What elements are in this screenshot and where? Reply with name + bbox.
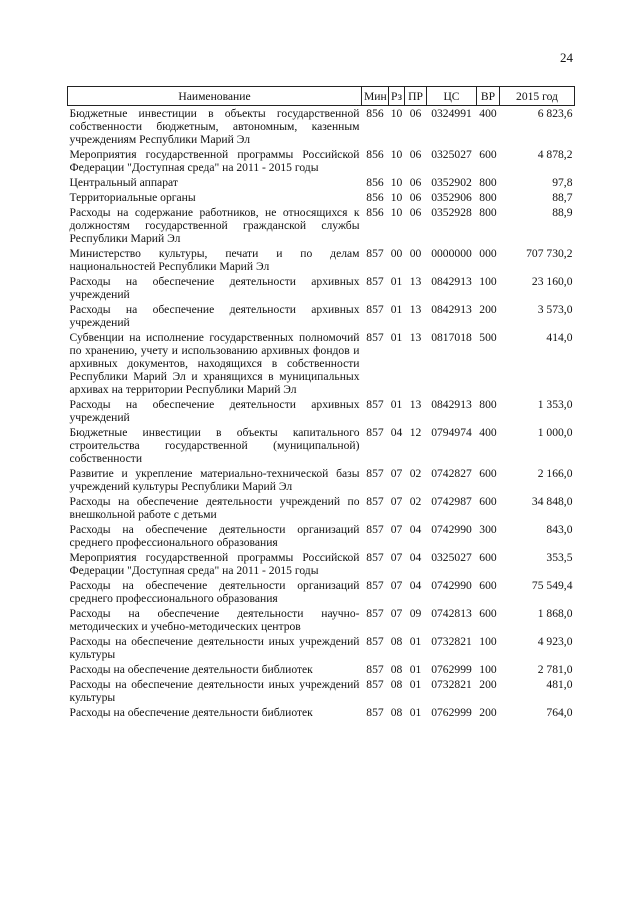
row-vr: 000	[479, 247, 497, 260]
row-vr: 100	[479, 635, 497, 648]
row-rz: 01	[390, 331, 403, 344]
row-min: 857	[366, 706, 384, 719]
row-name: Центральный аппарат	[69, 176, 178, 189]
row-name: Расходы на обеспечение деятельности библиотек	[69, 663, 313, 676]
row-cs: 0742990	[431, 523, 472, 536]
row-amount: 1 000,0	[537, 426, 573, 439]
row-min: 857	[366, 678, 384, 691]
row-pr: 06	[409, 176, 422, 189]
row-name: Расходы на обеспечение деятельности архивных учреждений	[69, 275, 360, 301]
row-rz: 10	[390, 176, 403, 189]
row-cs: 0000000	[431, 247, 472, 260]
row-pr: 01	[409, 663, 422, 676]
row-min: 857	[366, 579, 384, 592]
row-name: Министерство культуры, печати и по делам национальностей Республики Марий Эл	[69, 247, 360, 273]
row-name: Расходы на обеспечение деятельности библиотек	[69, 706, 313, 719]
table-row	[68, 494, 575, 522]
row-min: 857	[366, 331, 384, 344]
row-pr: 00	[409, 247, 422, 260]
row-cs: 0732821	[431, 678, 472, 691]
row-rz: 10	[390, 191, 403, 204]
row-min: 857	[366, 303, 384, 316]
row-name: Расходы на обеспечение деятельности архивных учреждений	[69, 303, 360, 329]
row-rz: 08	[390, 635, 403, 648]
row-name: Бюджетные инвестиции в объекты государственной собственности бюджетным, автономным, казенным учреждениям Республики Марий Эл	[69, 107, 360, 146]
row-rz: 01	[390, 398, 403, 411]
row-cs: 0742987	[431, 495, 472, 508]
table-row	[68, 246, 575, 274]
row-name: Расходы на обеспечение деятельности организаций среднего профессионального образования	[69, 523, 360, 549]
row-vr: 800	[479, 206, 497, 219]
row-min: 857	[366, 607, 384, 620]
row-name: Расходы на обеспечение деятельности иных учреждений культуры	[69, 678, 360, 704]
row-amount: 3 573,0	[537, 303, 573, 316]
row-amount: 88,7	[552, 191, 573, 204]
row-amount: 97,8	[552, 176, 573, 189]
row-vr: 100	[479, 275, 497, 288]
row-amount: 707 730,2	[526, 247, 573, 260]
row-pr: 13	[409, 275, 422, 288]
row-vr: 500	[479, 331, 497, 344]
row-amount: 1 353,0	[537, 398, 573, 411]
row-vr: 600	[479, 148, 497, 161]
row-min: 856	[366, 107, 384, 120]
table-row	[68, 425, 575, 466]
row-pr: 02	[409, 495, 422, 508]
row-vr: 200	[479, 678, 497, 691]
table-row	[68, 397, 575, 425]
row-vr: 600	[479, 467, 497, 480]
row-rz: 08	[390, 678, 403, 691]
row-pr: 01	[409, 635, 422, 648]
row-min: 857	[366, 635, 384, 648]
table-row	[68, 634, 575, 662]
row-vr: 600	[479, 551, 497, 564]
header-cs: ЦС	[427, 87, 477, 106]
row-pr: 04	[409, 579, 422, 592]
row-cs: 0842913	[431, 398, 472, 411]
row-vr: 100	[479, 663, 497, 676]
row-pr: 06	[409, 148, 422, 161]
row-rz: 08	[390, 663, 403, 676]
row-name: Расходы на обеспечение деятельности организаций среднего профессионального образования	[69, 579, 360, 605]
row-cs: 0325027	[431, 551, 472, 564]
row-cs: 0742827	[431, 467, 472, 480]
row-cs: 0762999	[431, 706, 472, 719]
row-min: 856	[366, 148, 384, 161]
table-row	[68, 522, 575, 550]
row-vr: 800	[479, 191, 497, 204]
table-row	[68, 662, 575, 677]
row-vr: 800	[479, 176, 497, 189]
table-body	[68, 106, 575, 721]
row-name: Расходы на содержание работников, не относящихся к должностям государственной гражданской службы Республики Марий Эл	[69, 206, 360, 245]
row-cs: 0794974	[431, 426, 472, 439]
row-amount: 4 878,2	[537, 148, 573, 161]
row-rz: 07	[390, 579, 403, 592]
header-year: 2015 год	[500, 87, 575, 106]
row-amount: 88,9	[552, 206, 573, 219]
row-cs: 0352906	[431, 191, 472, 204]
row-cs: 0817018	[431, 331, 472, 344]
row-cs: 0352902	[431, 176, 472, 189]
row-rz: 07	[390, 551, 403, 564]
row-vr: 200	[479, 303, 497, 316]
row-cs: 0742813	[431, 607, 472, 620]
row-rz: 00	[390, 247, 403, 260]
row-name: Расходы на обеспечение деятельности архивных учреждений	[69, 398, 360, 424]
row-vr: 600	[479, 495, 497, 508]
table-row	[68, 606, 575, 634]
row-name: Мероприятия государственной программы Российской Федерации "Доступная среда" на 2011 - 2015 годы	[69, 148, 360, 174]
row-rz: 01	[390, 275, 403, 288]
table-row	[68, 205, 575, 246]
row-amount: 2 781,0	[537, 663, 573, 676]
row-pr: 01	[409, 706, 422, 719]
row-rz: 07	[390, 607, 403, 620]
row-pr: 13	[409, 303, 422, 316]
row-pr: 09	[409, 607, 422, 620]
row-cs: 0842913	[431, 275, 472, 288]
row-min: 857	[366, 467, 384, 480]
table-row	[68, 466, 575, 494]
table-row	[68, 550, 575, 578]
row-rz: 10	[390, 107, 403, 120]
table-row	[68, 302, 575, 330]
row-cs: 0732821	[431, 635, 472, 648]
row-rz: 07	[390, 523, 403, 536]
table-row	[68, 190, 575, 205]
row-amount: 414,0	[546, 331, 573, 344]
row-amount: 764,0	[546, 706, 573, 719]
row-rz: 08	[390, 706, 403, 719]
row-name: Территориальные органы	[69, 191, 196, 204]
row-vr: 600	[479, 579, 497, 592]
row-pr: 13	[409, 331, 422, 344]
row-rz: 10	[390, 148, 403, 161]
row-rz: 01	[390, 303, 403, 316]
row-pr: 12	[409, 426, 422, 439]
table-row	[68, 175, 575, 190]
row-rz: 07	[390, 495, 403, 508]
row-min: 857	[366, 523, 384, 536]
row-amount: 2 166,0	[537, 467, 573, 480]
row-min: 856	[366, 191, 384, 204]
row-cs: 0842913	[431, 303, 472, 316]
row-pr: 06	[409, 107, 422, 120]
row-amount: 75 549,4	[531, 579, 573, 592]
row-rz: 07	[390, 467, 403, 480]
row-rz: 04	[390, 426, 403, 439]
row-name: Субвенции на исполнение государственных полномочий по хранению, учету и использованию архивных фондов и архивных документов, находящихся в собственности Республики Марий Эл и хранящихся в муниципальных архивах на территории Республики Марий Эл	[69, 331, 360, 396]
row-vr: 300	[479, 523, 497, 536]
row-min: 857	[366, 663, 384, 676]
row-cs: 0742990	[431, 579, 472, 592]
row-amount: 1 868,0	[537, 607, 573, 620]
row-vr: 400	[479, 107, 497, 120]
table-row	[68, 705, 575, 720]
table-row	[68, 330, 575, 397]
row-pr: 02	[409, 467, 422, 480]
header-name: Наименование	[68, 87, 362, 106]
row-amount: 481,0	[546, 678, 573, 691]
budget-table	[67, 86, 575, 720]
row-name: Мероприятия государственной программы Российской Федерации "Доступная среда" на 2011 - 2015 годы	[69, 551, 360, 577]
row-min: 857	[366, 398, 384, 411]
header-rz: Рз	[389, 87, 405, 106]
row-pr: 06	[409, 206, 422, 219]
row-pr: 04	[409, 523, 422, 536]
row-name: Расходы на обеспечение деятельности научно-методических и учебно-методических центров	[69, 607, 360, 633]
row-amount: 23 160,0	[531, 275, 573, 288]
table-row	[68, 274, 575, 302]
row-min: 857	[366, 247, 384, 260]
row-rz: 10	[390, 206, 403, 219]
row-pr: 01	[409, 678, 422, 691]
row-amount: 843,0	[546, 523, 573, 536]
header-min: Мин	[362, 87, 389, 106]
row-cs: 0762999	[431, 663, 472, 676]
table-row	[68, 106, 575, 148]
row-name: Бюджетные инвестиции в объекты капитального строительства государственной (муниципальной) собственности	[69, 426, 360, 465]
row-min: 856	[366, 206, 384, 219]
row-min: 857	[366, 495, 384, 508]
row-name: Развитие и укрепление материально-технической базы учреждений культуры Республики Марий Эл	[69, 467, 360, 493]
row-pr: 13	[409, 398, 422, 411]
row-pr: 06	[409, 191, 422, 204]
table-row	[68, 677, 575, 705]
row-min: 857	[366, 551, 384, 564]
row-name: Расходы на обеспечение деятельности учреждений по внешкольной работе с детьми	[69, 495, 360, 521]
row-amount: 6 823,6	[537, 107, 573, 120]
row-min: 857	[366, 275, 384, 288]
header-vr: ВР	[477, 87, 500, 106]
row-cs: 0324991	[431, 107, 472, 120]
row-pr: 04	[409, 551, 422, 564]
row-cs: 0325027	[431, 148, 472, 161]
row-vr: 800	[479, 398, 497, 411]
row-min: 857	[366, 426, 384, 439]
row-amount: 4 923,0	[537, 635, 573, 648]
table-header	[68, 87, 575, 106]
row-name: Расходы на обеспечение деятельности иных учреждений культуры	[69, 635, 360, 661]
row-vr: 200	[479, 706, 497, 719]
row-vr: 600	[479, 607, 497, 620]
table-row	[68, 578, 575, 606]
row-amount: 34 848,0	[531, 495, 573, 508]
row-vr: 400	[479, 426, 497, 439]
row-cs: 0352928	[431, 206, 472, 219]
table-row	[68, 147, 575, 175]
page-number: 24	[560, 50, 573, 65]
row-min: 856	[366, 176, 384, 189]
header-pr: ПР	[405, 87, 427, 106]
row-amount: 353,5	[546, 551, 573, 564]
